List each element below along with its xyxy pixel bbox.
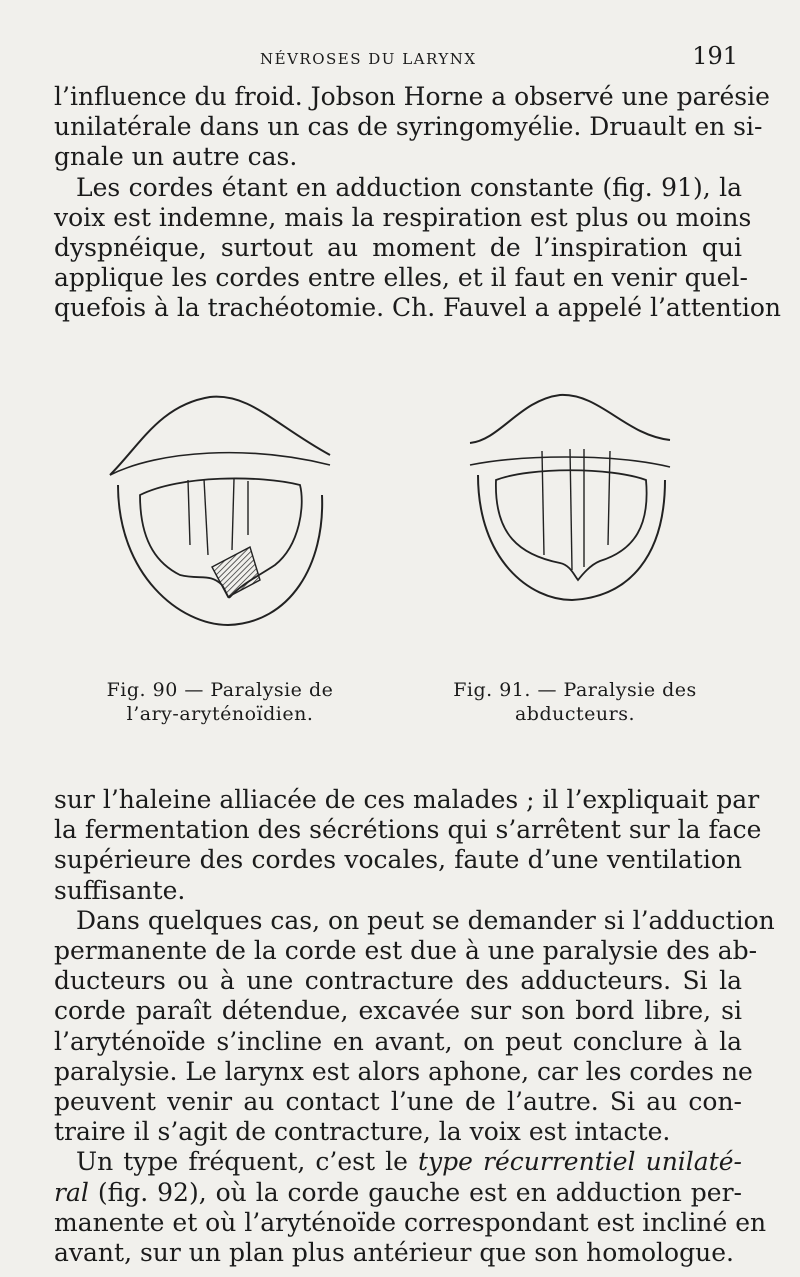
text-line: traire il s’agit de contracture, la voix est intacte. (54, 1117, 671, 1147)
text-line: applique les cordes entre elles, et il faut en venir quel- (54, 263, 748, 293)
italic-term: type récurrentiel unilaté- (417, 1147, 742, 1177)
caption-line: Fig. 91. — Paralysie des (453, 679, 697, 701)
text-line: l’influence du froid. Jobson Horne a observé une parésie (54, 82, 770, 111)
text-line: manente et où l’aryténoïde correspondant est incliné en (54, 1207, 767, 1237)
text-line: dyspnéique, surtout au moment de l’inspiration qui (54, 233, 742, 263)
text-line: ducteurs ou à une contracture des adducteurs. Si la (54, 966, 742, 996)
text-run: Un type fréquent, c’est le (76, 1147, 408, 1177)
figure-91-caption (410, 678, 740, 726)
figure-90-caption (60, 678, 380, 726)
figure-90-larynx-drawing (100, 385, 340, 635)
text-line: la fermentation des sécrétions qui s’arrêtent sur la face (54, 815, 762, 845)
text-line: l’aryténoïde s’incline en avant, on peut conclure à la (54, 1026, 742, 1056)
caption-line: Fig. 90 — Paralysie de (106, 679, 334, 701)
paragraph-block-top (54, 82, 781, 324)
text-line: supérieure des cordes vocales, faute d’une ventilation (54, 845, 742, 875)
caption-line: abducteurs. (514, 703, 636, 725)
text-line: voix est indemne, mais la respiration est plus ou moins (54, 202, 752, 232)
text-line: Dans quelques cas, on peut se demander si l’adduction (76, 905, 775, 935)
text-line: avant, sur un plan plus antérieur que son homologue. (54, 1238, 734, 1268)
text-line: suffisante. (54, 875, 186, 905)
text-line-with-italic (54, 1147, 742, 1177)
text-line: permanente de la corde est due à une paralysie des ab- (54, 936, 758, 966)
caption-line: l’ary-aryténoïdien. (126, 703, 314, 725)
text-line: peuvent venir au contact l’une de l’autre. Si au con- (54, 1087, 742, 1117)
figure-91-larynx-drawing (460, 385, 680, 615)
text-run: (fig. 92), où la corde gauche est en adduction per- (97, 1177, 742, 1207)
text-line: paralysie. Le larynx est alors aphone, car les cordes ne (54, 1056, 753, 1086)
running-head (0, 42, 800, 72)
italic-term: ral (54, 1177, 89, 1207)
text-line: gnale un autre cas. (54, 142, 298, 172)
text-line: Les cordes étant en adduction constante (fig. 91), la (76, 172, 742, 202)
text-line: unilatérale dans un cas de syringomyélie. Druault en si- (54, 112, 763, 142)
text-line: sur l’haleine alliacée de ces malades ; il l’expliquait par (54, 785, 760, 814)
running-title: NÉVROSES DU LARYNX (260, 50, 477, 68)
text-line-with-italic (54, 1178, 742, 1208)
paragraph-block-bottom (54, 785, 775, 1268)
text-line: quefois à la trachéotomie. Ch. Fauvel a appelé l’attention (54, 293, 781, 323)
text-line: corde paraît détendue, excavée sur son bord libre, si (54, 996, 742, 1026)
page-number: 191 (692, 42, 738, 70)
